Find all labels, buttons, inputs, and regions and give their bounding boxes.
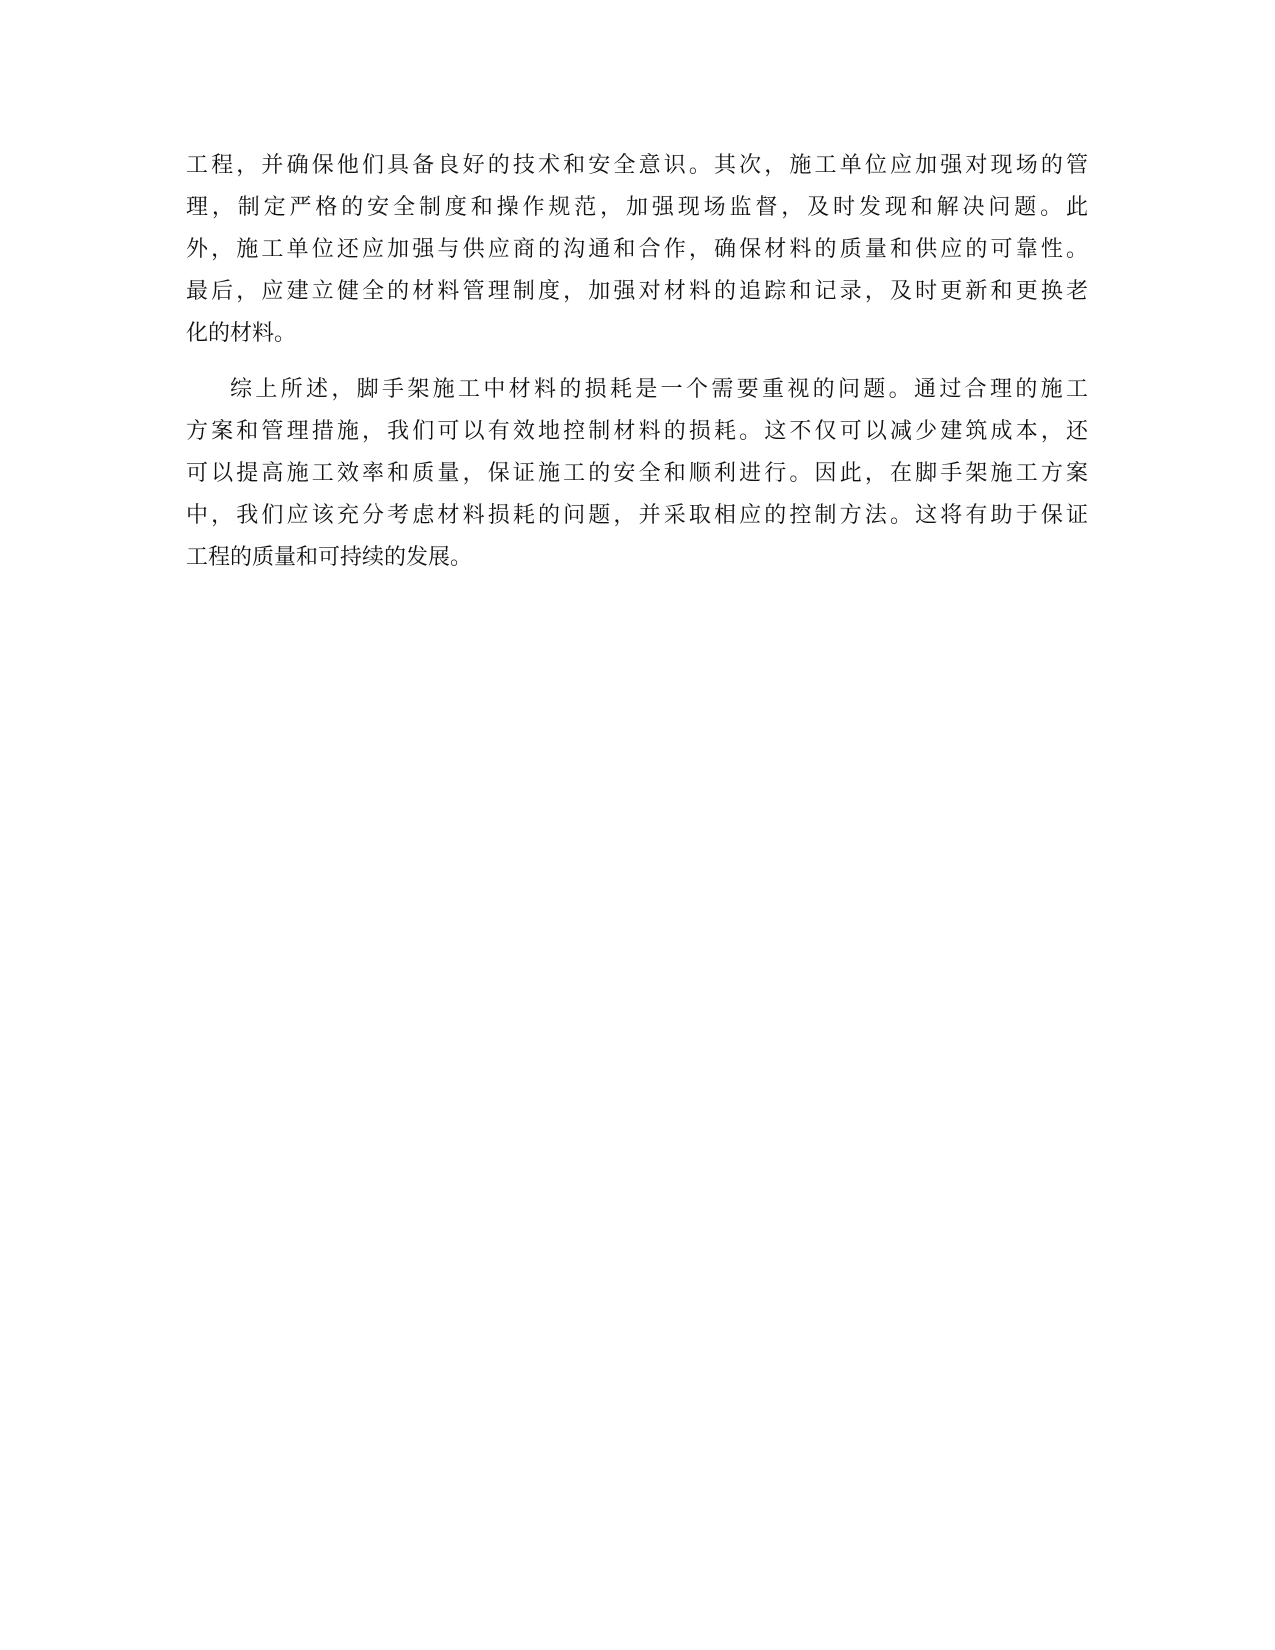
paragraph-line: 工程，并确保他们具备良好的技术和安全意识。其次，施工单位应加强对现场的管 — [186, 153, 1088, 178]
paragraph-line: 方案和管理措施，我们可以有效地控制材料的损耗。这不仅可以减少建筑成本，还 — [186, 419, 1088, 444]
paragraph-line: 中，我们应该充分考虑材料损耗的问题，并采取相应的控制方法。这将有助于保证 — [186, 503, 1088, 528]
paragraph-line: 综上所述，脚手架施工中材料的损耗是一个需要重视的问题。通过合理的施工 — [230, 377, 1088, 402]
paragraph-line: 化的材料。 — [186, 321, 297, 346]
paragraph-summary — [186, 369, 1088, 579]
paragraph-line: 外，施工单位还应加强与供应商的沟通和合作，确保材料的质量和供应的可靠性。 — [186, 237, 1088, 262]
paragraph-line: 可以提高施工效率和质量，保证施工的安全和顺利进行。因此，在脚手架施工方案 — [186, 461, 1088, 486]
paragraph-continuation — [186, 145, 1088, 355]
paragraph-line: 最后，应建立健全的材料管理制度，加强对材料的追踪和记录，及时更新和更换老 — [186, 279, 1088, 304]
paragraph-line: 理，制定严格的安全制度和操作规范，加强现场监督，及时发现和解决问题。此 — [186, 195, 1088, 220]
paragraph-line: 工程的质量和可持续的发展。 — [186, 545, 473, 570]
document-body — [186, 145, 1088, 579]
